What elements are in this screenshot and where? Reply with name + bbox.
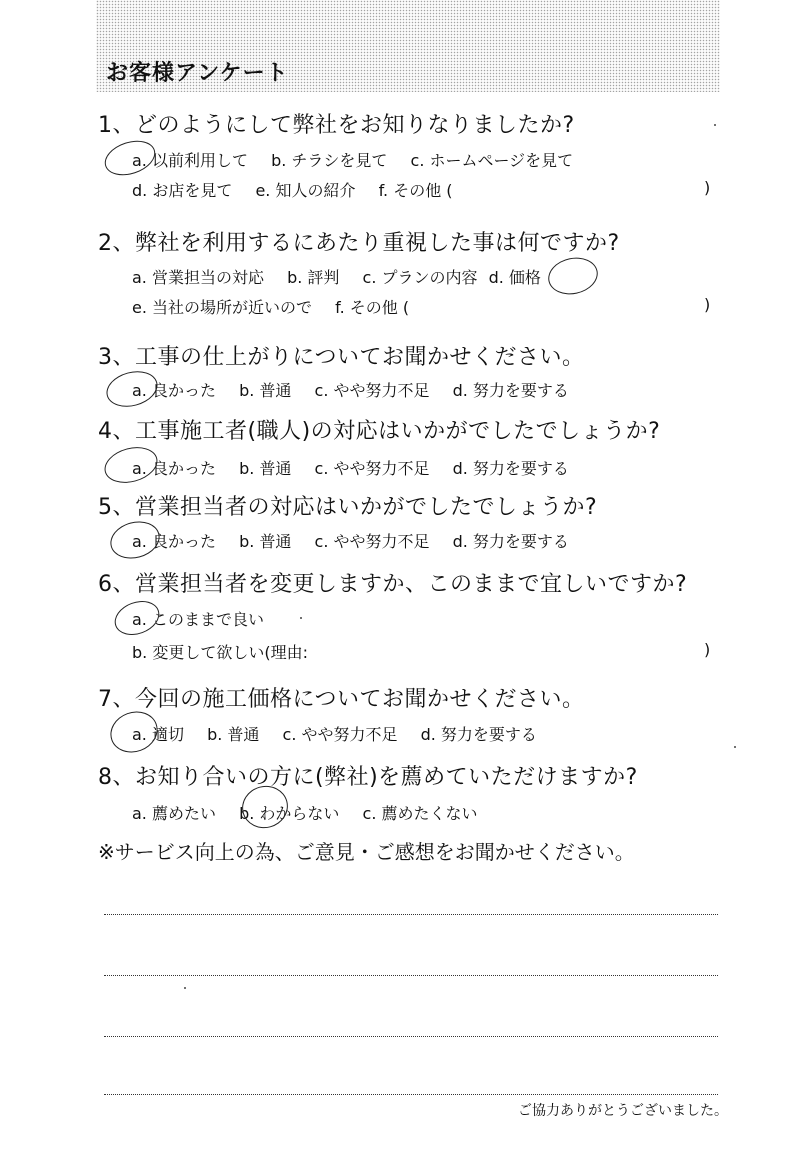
q7-option-c[interactable]: c. やや努力不足 [282,725,398,744]
q2-option-a[interactable]: a. 営業担当の対応 [132,268,264,287]
q4-option-b[interactable]: b. 普通 [239,459,292,478]
question-3-options-row [132,378,587,401]
q1-option-f[interactable]: f. その他 ( [378,181,453,200]
q2-option-f[interactable]: f. その他 ( [335,298,410,317]
q5-option-d[interactable]: d. 努力を要する [452,532,569,551]
question-5-text: 5、営業担当者の対応はいかがでしたでしょうか? [98,495,598,520]
q2-option-e[interactable]: e. 当社の場所が近いので [132,298,313,317]
question-1-text: 1、どのようにして弊社をお知りなりましたか? [98,113,575,138]
q1-option-b[interactable]: b. チラシを見て [271,151,388,170]
q7-option-b[interactable]: b. 普通 [207,725,260,744]
q3-option-c[interactable]: c. やや努力不足 [314,381,430,400]
q1-option-d[interactable]: d. お店を見て [132,181,233,200]
q8-option-b[interactable]: b. わからない [239,804,340,823]
question-2-text: 2、弊社を利用するにあたり重視した事は何ですか? [98,231,620,256]
q4-option-c[interactable]: c. やや努力不足 [314,459,430,478]
comment-prompt: ※サービス向上の為、ご意見・ご感想をお聞かせください。 [98,840,635,864]
question-6-options-row-1 [132,607,282,630]
question-7-options-row [132,722,555,745]
q2-option-c[interactable]: c. プランの内容 [362,268,478,287]
comment-line-2[interactable] [104,975,718,976]
question-4-text: 4、工事施工者(職人)の対応はいかがでしたでしょうか? [98,419,661,444]
q3-option-b[interactable]: b. 普通 [239,381,292,400]
q4-option-a[interactable]: a. 良かった [132,459,216,478]
question-2-options-row-1 [132,265,559,288]
q6-close-paren: ) [704,640,711,659]
q6-option-b[interactable]: b. 変更して欲しい(理由: [132,643,308,662]
question-1-options-row-2 [132,178,471,201]
q7-option-d[interactable]: d. 努力を要する [420,725,537,744]
q8-option-a[interactable]: a. 薦めたい [132,804,216,823]
page-title: お客様アンケート [106,61,289,86]
q1-option-c[interactable]: c. ホームページを見て [410,151,574,170]
comment-line-1[interactable] [104,914,718,915]
q2-option-b[interactable]: b. 評判 [287,268,340,287]
q3-option-a[interactable]: a. 良かった [132,381,216,400]
question-3-text: 3、工事の仕上がりについてお聞かせください。 [98,345,585,370]
q1-option-a[interactable]: a. 以前利用して [132,151,248,170]
q1-close-paren: ) [704,178,711,197]
question-7-text: 7、今回の施工価格についてお聞かせください。 [98,687,585,712]
q5-option-a[interactable]: a. 良かった [132,532,216,551]
scan-speck [184,987,186,989]
q4-option-d[interactable]: d. 努力を要する [452,459,569,478]
q5-option-b[interactable]: b. 普通 [239,532,292,551]
question-8-text: 8、お知り合いの方に(弊社)を薦めていただけますか? [98,765,638,790]
q2-close-paren: ) [704,295,711,314]
question-6-options-row-2 [132,640,326,663]
question-2-options-row-2 [132,295,427,318]
scan-speck [734,746,736,748]
question-6-text: 6、営業担当者を変更しますか、このままで宜しいですか? [98,572,688,597]
q5-option-c[interactable]: c. やや努力不足 [314,532,430,551]
question-4-options-row [132,456,587,479]
q3-option-d[interactable]: d. 努力を要する [452,381,569,400]
q8-option-c[interactable]: c. 薦めたくない [362,804,478,823]
scan-speck [300,617,302,619]
q7-option-a[interactable]: a. 適切 [132,725,184,744]
scan-speck [714,124,716,126]
q2-option-d[interactable]: d. 価格 [488,268,541,287]
q1-option-e[interactable]: e. 知人の紹介 [255,181,356,200]
question-5-options-row [132,529,587,552]
q6-option-a[interactable]: a. このままで良い [132,610,264,629]
thanks-message: ご協力ありがとうございました。 [518,1103,728,1119]
question-1-options-row-1 [132,148,591,171]
comment-line-3[interactable] [104,1036,718,1037]
question-8-options-row [132,801,496,824]
comment-line-4[interactable] [104,1094,718,1095]
